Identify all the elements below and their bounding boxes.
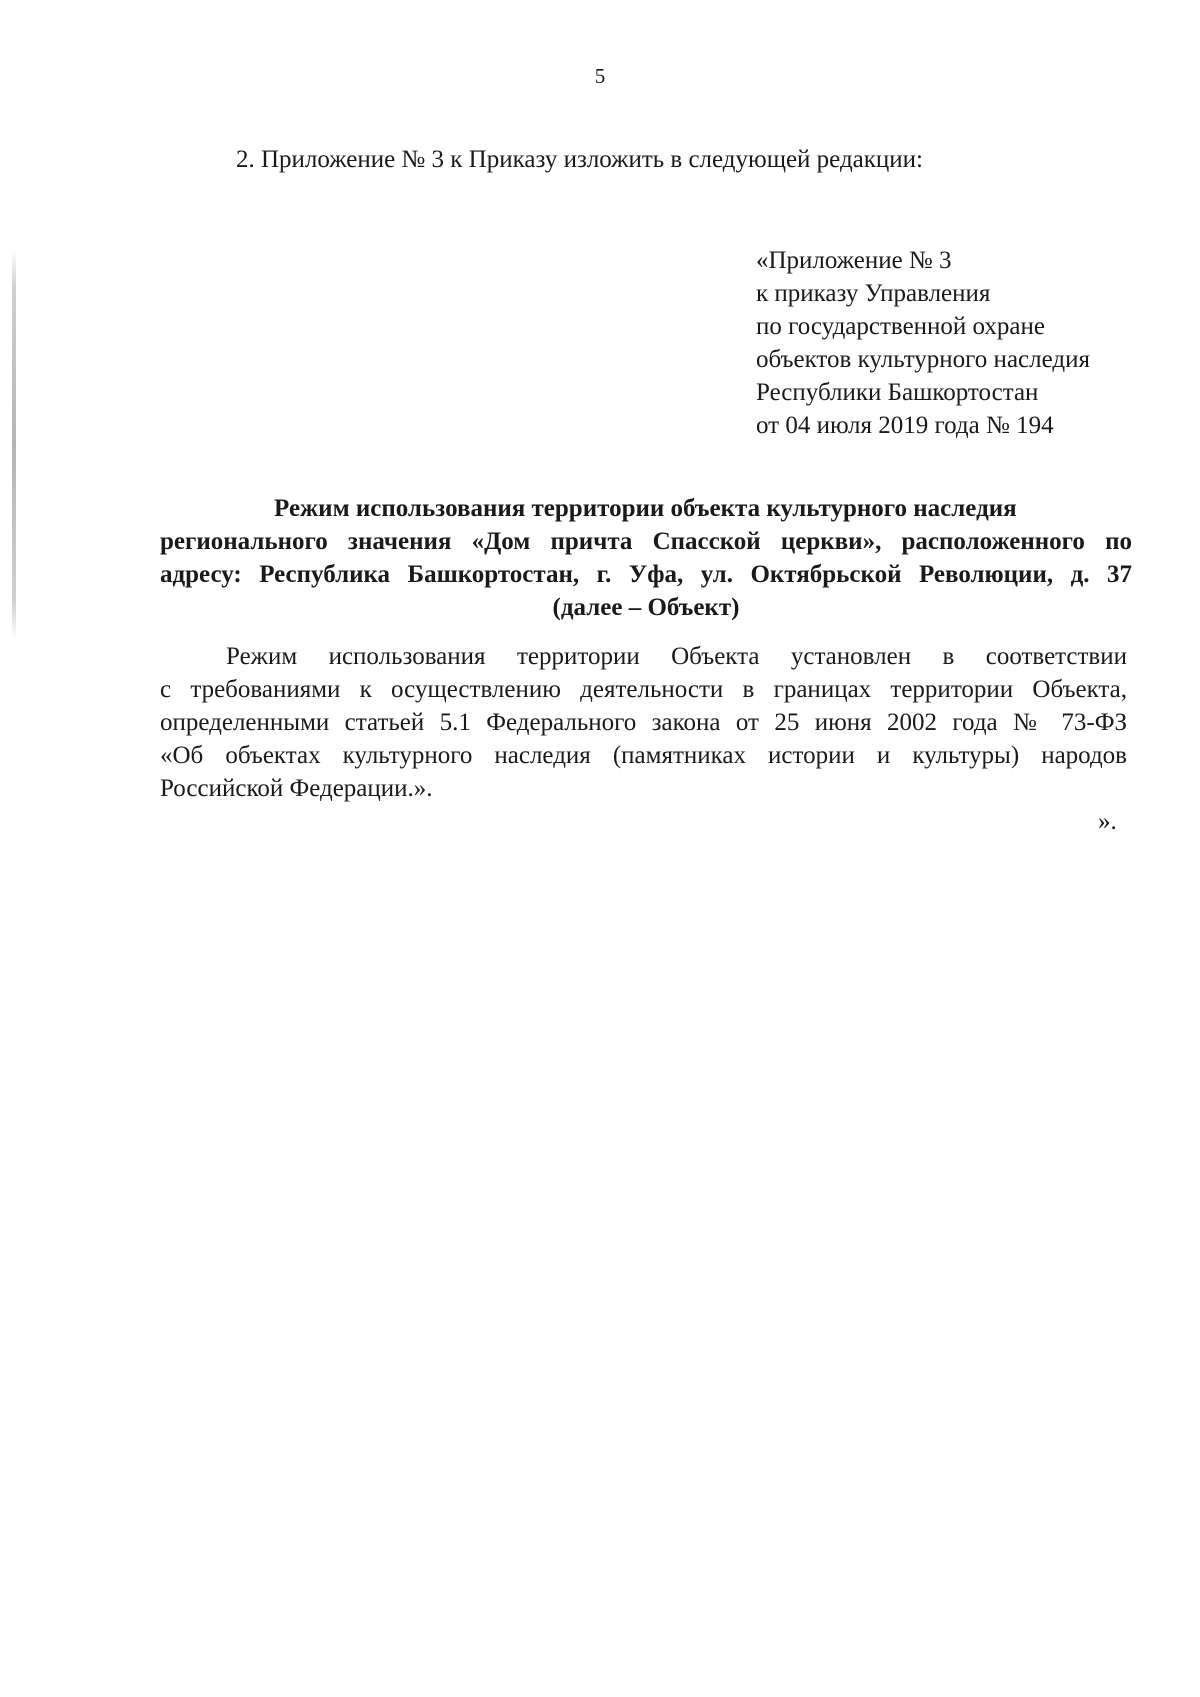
scan-edge-artifact bbox=[12, 250, 16, 640]
document-title bbox=[160, 492, 1132, 624]
title-line: (далее – Объект) bbox=[552, 594, 740, 621]
amendment-intro: 2. Приложение № 3 к Приказу изложить в следующей редакции: bbox=[236, 146, 923, 173]
body-line: «Об объектах культурного наследия (памятниках истории и культуры) народов bbox=[160, 742, 1127, 769]
page-number: 5 bbox=[594, 64, 606, 88]
title-line: Режим использования территории объекта культурного наследия bbox=[274, 495, 1017, 522]
body-line: определенными статьей 5.1 Федерального закона от 25 июня 2002 года № 73-ФЗ bbox=[160, 709, 1127, 736]
appendix-header bbox=[756, 244, 1090, 442]
title-line: адресу: Республика Башкортостан, г. Уфа, ул. Октябрьской Революции, д. 37 bbox=[160, 561, 1132, 588]
appendix-header-line: объектов культурного наследия bbox=[756, 346, 1090, 373]
appendix-header-line: от 04 июля 2019 года № 194 bbox=[756, 412, 1054, 439]
appendix-header-line: по государственной охране bbox=[756, 313, 1046, 340]
closing-quote: ». bbox=[1098, 808, 1117, 835]
body-line: Российской Федерации.». bbox=[160, 775, 433, 802]
appendix-header-line: «Приложение № 3 bbox=[756, 247, 952, 274]
body-line: Режим использования территории Объекта установлен в соответствии bbox=[226, 643, 1127, 670]
appendix-header-line: к приказу Управления bbox=[756, 280, 991, 307]
title-line: регионального значения «Дом причта Спасской церкви», расположенного по bbox=[160, 528, 1132, 555]
appendix-header-line: Республики Башкортостан bbox=[756, 379, 1039, 406]
body-line: с требованиями к осуществлению деятельности в границах территории Объекта, bbox=[160, 676, 1127, 703]
body-paragraph bbox=[160, 640, 1127, 805]
